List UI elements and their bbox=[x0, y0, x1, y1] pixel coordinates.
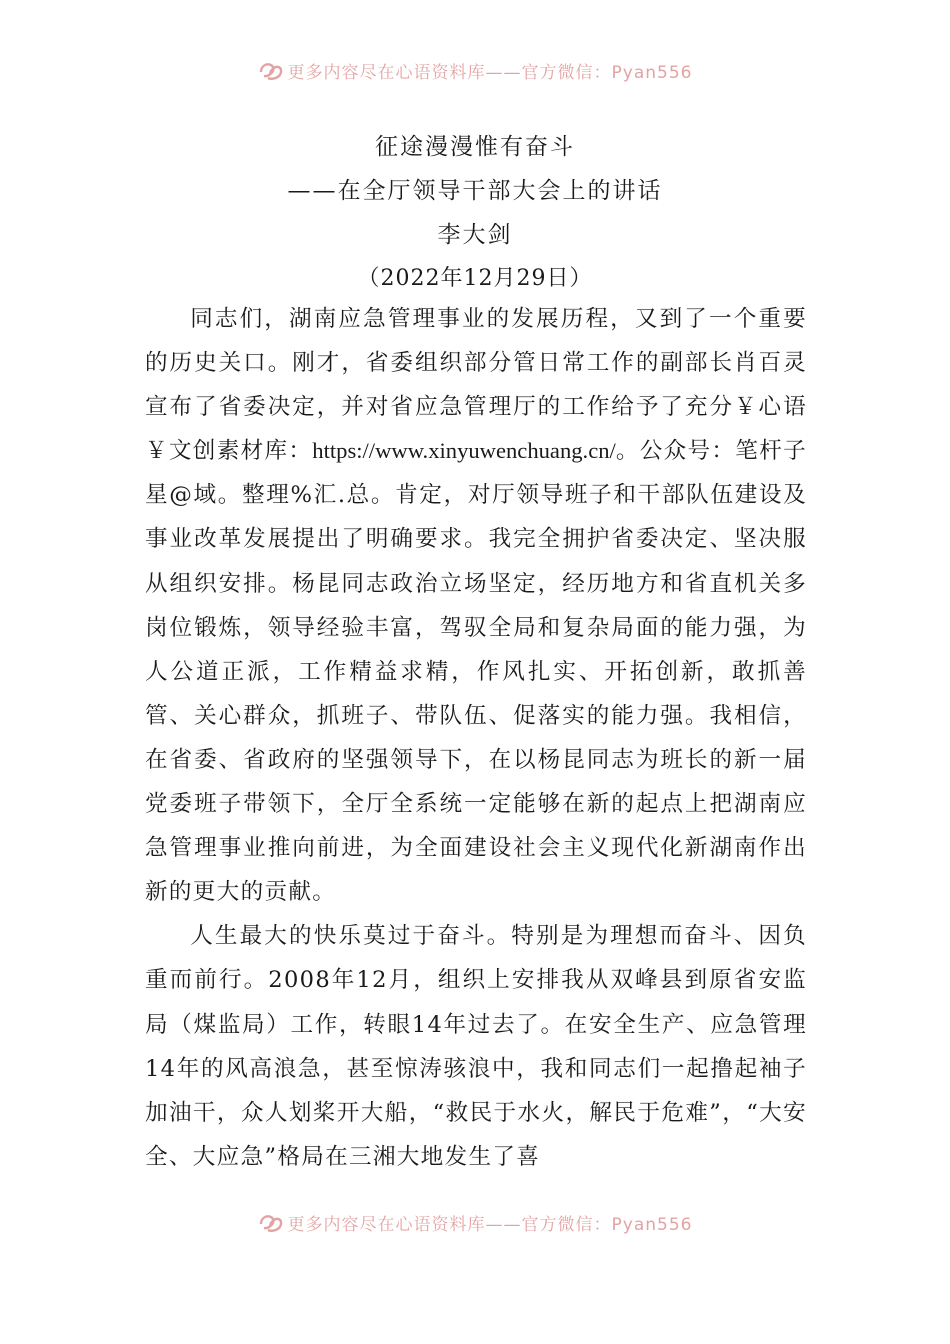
document-date: （2022年12月29日） bbox=[357, 266, 593, 291]
title-block bbox=[0, 125, 950, 301]
document-author: 李大剑 bbox=[437, 222, 513, 248]
paragraph-text: 。公众号：笔杆子星@域。整理%汇.总。肯定，对厅领导班子和干部队伍建设及事业改革发展提出了明确要求。我完全拥护省委决定、坚决服从组织安排。杨昆同志政治立场坚定，经历地方和省直机关多岗位锻炼，领导经验丰富，驾驭全局和复杂局面的能力强，为人公道正派，工作精益求精，作风扎实、开拓创新，敢抓善管、关心群众，抓班子、带队伍、促落实的能力强。我相信，在省委、省政府的坚强领导下，在以杨昆同志为班长的新一届党委班子带领下，全厅全系统一定能够在新的起点上把湖南应急管理事业推向前进，为全面建设社会主义现代化新湖南作出新的更大的贡献。 bbox=[145, 438, 807, 906]
footer-watermark-banner bbox=[0, 1207, 950, 1237]
website-url: https://www.xinyuwenchuang.cn/ bbox=[312, 438, 616, 464]
document-body bbox=[145, 297, 807, 1179]
document-subtitle: ——在全厅领导干部大会上的讲话 bbox=[287, 178, 663, 204]
document-title: 征途漫漫惟有奋斗 bbox=[375, 134, 575, 160]
footer-watermark-text: 更多内容尽在心语资料库——官方微信：Pyan556 bbox=[287, 1214, 693, 1235]
brand-logo-icon bbox=[258, 59, 284, 81]
header-watermark-text: 更多内容尽在心语资料库——官方微信：Pyan556 bbox=[287, 62, 693, 83]
paragraph: 人生最大的快乐莫过于奋斗。特别是为理想而奋斗、因负重而前行。2008年12月，组织上安排我从双峰县到原省安监局（煤监局）工作，转眼14年过去了。在安全生产、应急管理14年的风高浪急，甚至惊涛骇浪中，我和同志们一起撸起袖子加油干，众人划桨开大船，“救民于水火，解民于危难”，“大安全、大应急”格局在三湘大地发生了喜 bbox=[145, 923, 807, 1170]
paragraph-text: 同志们，湖南应急管理事业的发展历程，又到了一个重要的历史关口。刚才，省委组织部分管日常工作的副部长肖百灵宣布了省委决定，并对省应急管理厅的工作给予了充分￥心语￥文创素材库： bbox=[145, 306, 807, 465]
header-watermark-banner bbox=[0, 55, 950, 85]
paragraph bbox=[145, 297, 807, 914]
brand-logo-icon bbox=[258, 1211, 284, 1233]
